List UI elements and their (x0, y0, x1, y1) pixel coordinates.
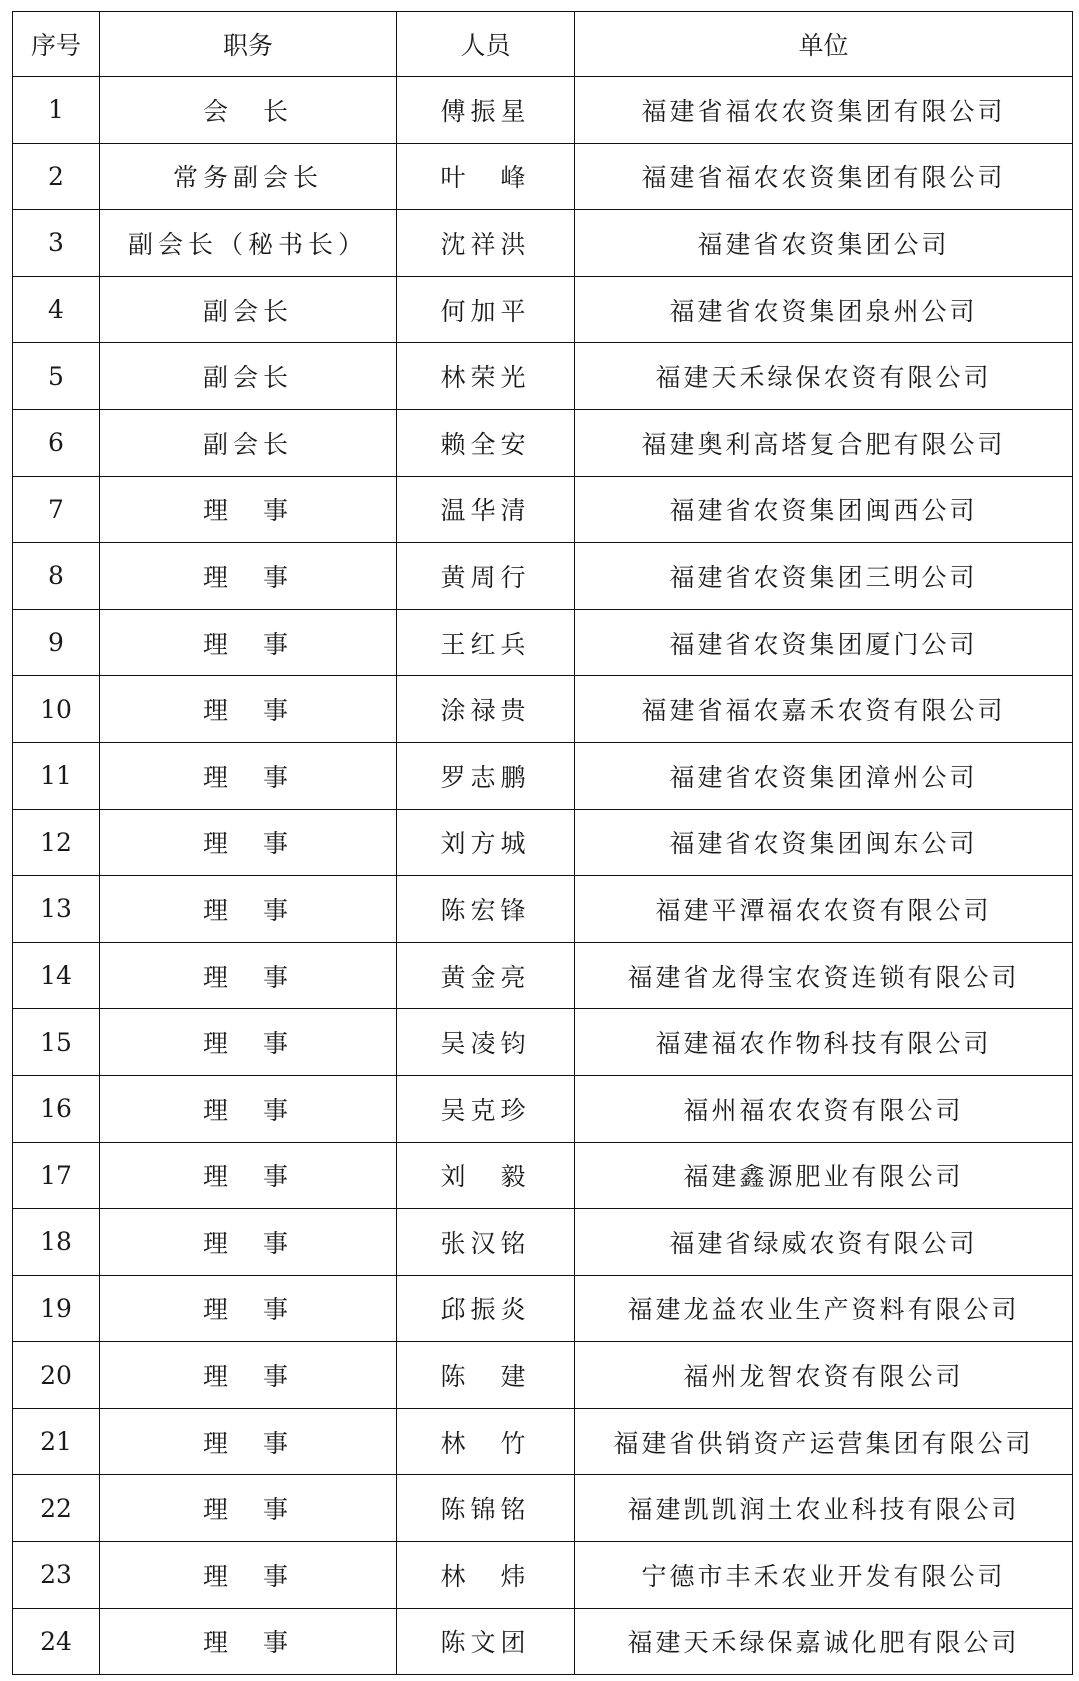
cell-person: 陈宏锋 (397, 876, 575, 943)
cell-no: 11 (13, 742, 100, 809)
table-row (13, 742, 1073, 809)
table-row (13, 609, 1073, 676)
table-row (13, 876, 1073, 943)
cell-role: 副会长 (100, 409, 397, 476)
roster-sheet (12, 11, 1072, 1675)
table-row (13, 1142, 1073, 1209)
table-row (13, 1542, 1073, 1609)
cell-role: 理 事 (100, 1475, 397, 1542)
cell-role: 副会长（秘书长） (100, 210, 397, 277)
cell-role: 会 长 (100, 77, 397, 144)
cell-unit: 福建省福农嘉禾农资有限公司 (575, 676, 1073, 743)
cell-unit: 福建奥利高塔复合肥有限公司 (575, 409, 1073, 476)
cell-unit: 福建省农资集团闽西公司 (575, 476, 1073, 543)
cell-no: 14 (13, 942, 100, 1009)
cell-unit: 福建省福农农资集团有限公司 (575, 77, 1073, 144)
table-row (13, 276, 1073, 343)
table-row (13, 543, 1073, 610)
cell-no: 23 (13, 1542, 100, 1609)
cell-unit: 福建凯凯润土农业科技有限公司 (575, 1475, 1073, 1542)
cell-role: 理 事 (100, 942, 397, 1009)
cell-unit: 福建龙益农业生产资料有限公司 (575, 1275, 1073, 1342)
cell-no: 7 (13, 476, 100, 543)
cell-unit: 福建省供销资产运营集团有限公司 (575, 1408, 1073, 1475)
table-row (13, 676, 1073, 743)
table-row (13, 1475, 1073, 1542)
cell-person: 王红兵 (397, 609, 575, 676)
cell-role: 理 事 (100, 609, 397, 676)
header-person: 人员 (397, 12, 575, 77)
cell-person: 罗志鹏 (397, 742, 575, 809)
cell-person: 吴克珍 (397, 1075, 575, 1142)
cell-person: 林 炜 (397, 1542, 575, 1609)
cell-role: 常务副会长 (100, 143, 397, 210)
cell-unit: 福建天禾绿保嘉诚化肥有限公司 (575, 1608, 1073, 1675)
cell-person: 叶 峰 (397, 143, 575, 210)
cell-no: 6 (13, 409, 100, 476)
cell-person: 沈祥洪 (397, 210, 575, 277)
table-row (13, 143, 1073, 210)
cell-role: 理 事 (100, 742, 397, 809)
cell-no: 16 (13, 1075, 100, 1142)
cell-person: 傅振星 (397, 77, 575, 144)
table-body (13, 77, 1073, 1675)
table-row (13, 942, 1073, 1009)
cell-person: 涂禄贵 (397, 676, 575, 743)
cell-unit: 福建省农资集团公司 (575, 210, 1073, 277)
cell-no: 17 (13, 1142, 100, 1209)
cell-unit: 福建省龙得宝农资连锁有限公司 (575, 942, 1073, 1009)
table-row (13, 1009, 1073, 1076)
cell-unit: 福建天禾绿保农资有限公司 (575, 343, 1073, 410)
cell-no: 5 (13, 343, 100, 410)
cell-no: 21 (13, 1408, 100, 1475)
table-row (13, 1608, 1073, 1675)
cell-role: 理 事 (100, 1608, 397, 1675)
table-row (13, 809, 1073, 876)
table-row (13, 210, 1073, 277)
cell-no: 8 (13, 543, 100, 610)
cell-no: 10 (13, 676, 100, 743)
cell-person: 陈文团 (397, 1608, 575, 1675)
table-row (13, 1075, 1073, 1142)
cell-person: 何加平 (397, 276, 575, 343)
cell-no: 9 (13, 609, 100, 676)
cell-person: 张汉铭 (397, 1209, 575, 1276)
cell-unit: 福建省农资集团泉州公司 (575, 276, 1073, 343)
cell-no: 4 (13, 276, 100, 343)
cell-unit: 福建平潭福农农资有限公司 (575, 876, 1073, 943)
cell-unit: 福州龙智农资有限公司 (575, 1342, 1073, 1409)
cell-role: 理 事 (100, 543, 397, 610)
cell-unit: 福建省农资集团闽东公司 (575, 809, 1073, 876)
header-no: 序号 (13, 12, 100, 77)
table-header-row (13, 12, 1073, 77)
cell-no: 24 (13, 1608, 100, 1675)
table-row (13, 1275, 1073, 1342)
cell-no: 22 (13, 1475, 100, 1542)
cell-role: 理 事 (100, 1408, 397, 1475)
cell-unit: 福建省农资集团漳州公司 (575, 742, 1073, 809)
table-row (13, 409, 1073, 476)
cell-role: 理 事 (100, 476, 397, 543)
table-row (13, 1408, 1073, 1475)
cell-role: 副会长 (100, 276, 397, 343)
cell-person: 温华清 (397, 476, 575, 543)
cell-no: 15 (13, 1009, 100, 1076)
cell-no: 13 (13, 876, 100, 943)
cell-role: 理 事 (100, 1142, 397, 1209)
cell-unit: 福建鑫源肥业有限公司 (575, 1142, 1073, 1209)
cell-person: 黄金亮 (397, 942, 575, 1009)
cell-person: 邱振炎 (397, 1275, 575, 1342)
cell-role: 理 事 (100, 876, 397, 943)
cell-person: 刘方城 (397, 809, 575, 876)
cell-person: 刘 毅 (397, 1142, 575, 1209)
cell-role: 理 事 (100, 1075, 397, 1142)
cell-no: 12 (13, 809, 100, 876)
cell-person: 吴凌钧 (397, 1009, 575, 1076)
cell-role: 理 事 (100, 676, 397, 743)
cell-no: 20 (13, 1342, 100, 1409)
header-unit: 单位 (575, 12, 1073, 77)
cell-role: 理 事 (100, 1275, 397, 1342)
cell-person: 陈锦铭 (397, 1475, 575, 1542)
cell-unit: 福建福农作物科技有限公司 (575, 1009, 1073, 1076)
cell-role: 理 事 (100, 1542, 397, 1609)
cell-no: 19 (13, 1275, 100, 1342)
cell-unit: 福建省绿威农资有限公司 (575, 1209, 1073, 1276)
cell-no: 18 (13, 1209, 100, 1276)
cell-unit: 福建省农资集团三明公司 (575, 543, 1073, 610)
table-row (13, 1342, 1073, 1409)
table-row (13, 343, 1073, 410)
cell-role: 理 事 (100, 1009, 397, 1076)
cell-unit: 福建省福农农资集团有限公司 (575, 143, 1073, 210)
cell-no: 1 (13, 77, 100, 144)
header-role: 职务 (100, 12, 397, 77)
cell-person: 陈 建 (397, 1342, 575, 1409)
cell-person: 林 竹 (397, 1408, 575, 1475)
cell-role: 副会长 (100, 343, 397, 410)
cell-role: 理 事 (100, 809, 397, 876)
cell-role: 理 事 (100, 1342, 397, 1409)
table-row (13, 476, 1073, 543)
cell-role: 理 事 (100, 1209, 397, 1276)
member-roster-table (12, 11, 1073, 1675)
cell-unit: 福州福农农资有限公司 (575, 1075, 1073, 1142)
cell-unit: 宁德市丰禾农业开发有限公司 (575, 1542, 1073, 1609)
cell-person: 黄周行 (397, 543, 575, 610)
cell-no: 2 (13, 143, 100, 210)
cell-no: 3 (13, 210, 100, 277)
cell-person: 林荣光 (397, 343, 575, 410)
cell-person: 赖全安 (397, 409, 575, 476)
table-row (13, 1209, 1073, 1276)
table-row (13, 77, 1073, 144)
cell-unit: 福建省农资集团厦门公司 (575, 609, 1073, 676)
